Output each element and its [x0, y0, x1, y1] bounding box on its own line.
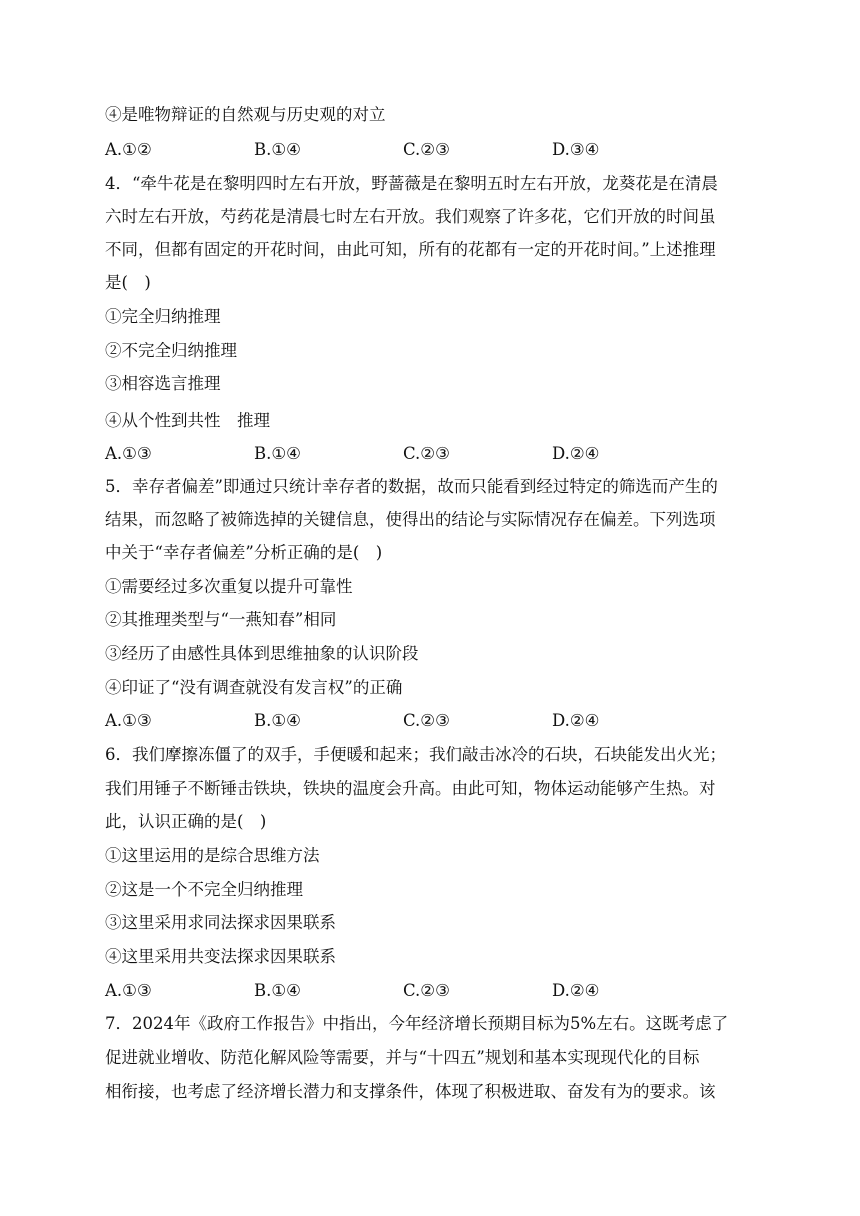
question-6-statement-3: ③这里采用求同法探求因果联系 [105, 913, 336, 932]
option-c: C.②③ [403, 444, 450, 463]
question-5-stem-line: 5．幸存者偏差”即通过只统计幸存者的数据，故而只能看到经过特定的筛选而产生的 [105, 477, 718, 496]
question-4-stem-line: 六时左右开放，芍药花是清晨七时左右开放。我们观察了许多花，它们开放的时间虽 [105, 207, 716, 226]
option-c: C.②③ [403, 981, 450, 1000]
question-4-statement-3: ③相容选言推理 [105, 374, 221, 393]
question-5-statement-1: ①需要经过多次重复以提升可靠性 [105, 577, 353, 596]
question-5-statement-4: ④印证了“没有调查就没有发言权”的正确 [105, 678, 403, 697]
question-4-options [105, 443, 770, 465]
option-a: A.①③ [105, 444, 152, 463]
question-4-stem-line: 4．“牵牛花是在黎明四时左右开放，野蔷薇是在黎明五时左右开放，龙葵花是在清晨 [105, 174, 718, 193]
statement-4-prev: ④是唯物辩证的自然观与历史观的对立 [105, 105, 386, 124]
option-a: A.①③ [105, 711, 152, 730]
option-a: A.①③ [105, 981, 152, 1000]
question-6-statement-1: ①这里运用的是综合思维方法 [105, 846, 320, 865]
question-7-stem-line: 促进就业增收、防范化解风险等需要，并与“十四五”规划和基本实现现代化的目标 [105, 1048, 700, 1067]
question-6-options [105, 980, 770, 1002]
option-b: B.①④ [254, 140, 301, 159]
option-c: C.②③ [403, 140, 450, 159]
question-6-stem-line: 6．我们摩擦冻僵了的双手，手便暖和起来；我们敲击冰冷的石块，石块能发出火光； [105, 745, 726, 764]
question-5-stem-line: 中关于“幸存者偏差”分析正确的是( ) [105, 543, 383, 562]
question-4-statement-4: ④从个性到共性 推理 [105, 411, 270, 430]
option-b: B.①④ [254, 981, 301, 1000]
option-d: D.②④ [552, 444, 600, 463]
question-5-statement-3: ③经历了由感性具体到思维抽象的认识阶段 [105, 644, 419, 663]
question-4-statement-1: ①完全归纳推理 [105, 307, 221, 326]
option-d: D.③④ [552, 140, 600, 159]
question-6-statement-4: ④这里采用共变法探求因果联系 [105, 947, 336, 966]
question-4-stem-line: 不同，但都有固定的开花时间，由此可知，所有的花都有一定的开花时间。”上述推理 [105, 240, 716, 259]
question-7-stem-line: 7．2024年《政府工作报告》中指出，今年经济增长预期目标为5%左右。这既考虑了 [105, 1014, 729, 1033]
option-d: D.②④ [552, 711, 600, 730]
question-7-stem-line: 相衔接，也考虑了经济增长潜力和支撑条件，体现了积极进取、奋发有为的要求。该 [105, 1082, 716, 1101]
question-4-statement-2: ②不完全归纳推理 [105, 341, 237, 360]
question-6-stem-line: 我们用锤子不断锤击铁块，铁块的温度会升高。由此可知，物体运动能够产生热。对 [105, 779, 716, 798]
question-4-stem-line: 是( ) [105, 273, 151, 292]
option-c: C.②③ [403, 711, 450, 730]
question-6-statement-2: ②这是一个不完全归纳推理 [105, 880, 303, 899]
question-5-statement-2: ②其推理类型与“一燕知春”相同 [105, 610, 337, 629]
question-6-stem-line: 此，认识正确的是( ) [105, 812, 267, 831]
question-5-stem-line: 结果，而忽略了被筛选掉的关键信息，使得出的结论与实际情况存在偏差。下列选项 [105, 510, 716, 529]
option-d: D.②④ [552, 981, 600, 1000]
option-b: B.①④ [254, 711, 301, 730]
question-5-options [105, 710, 770, 732]
option-a: A.①② [105, 140, 152, 159]
option-b: B.①④ [254, 444, 301, 463]
answer-options-prev [105, 139, 770, 161]
